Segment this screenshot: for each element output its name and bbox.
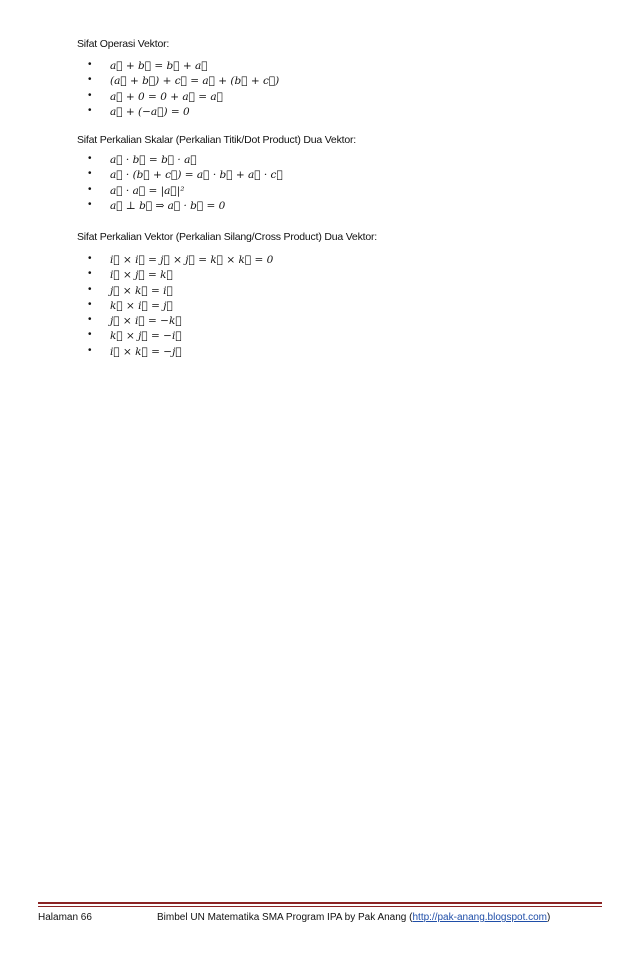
bullet-icon: • [88,59,92,70]
footer-source-text: Bimbel UN Matematika SMA Program IPA by Pak Anang ( [157,912,413,923]
formula: j⃗ × i⃗ = −k⃗ [110,315,182,328]
formula: i⃗ × k⃗ = −j⃗ [110,345,182,358]
formula: j⃗ × k⃗ = i⃗ [110,284,173,297]
footer-blog-link[interactable]: http://pak-anang.blogspot.com [412,912,548,923]
footer-divider-thin [38,906,602,907]
list-item [88,88,279,103]
list-item [88,166,283,181]
bullet-icon: • [88,183,92,195]
list-item [88,197,283,212]
list-item [88,57,279,72]
formula: a⃗ + 0 = 0 + a⃗ = a⃗ [110,90,223,103]
list-item [88,327,273,342]
formula: i⃗ × j⃗ = k⃗ [110,269,173,282]
formula: k⃗ × i⃗ = j⃗ [110,299,173,312]
formula: a⃗ ⊥ b⃗ ⇒ a⃗ · b⃗ = 0 [110,199,226,212]
bullet-icon: • [88,89,92,101]
bullet-icon: • [88,344,92,356]
list-item [88,72,279,87]
footer-source [157,912,550,923]
list-dot-product [88,151,283,212]
bullet-icon: • [88,198,92,210]
section-title-operasi: Sifat Operasi Vektor: [77,38,170,50]
formula: a⃗ · b⃗ = b⃗ · a⃗ [110,154,197,166]
list-item [88,343,273,358]
formula: a⃗ + b⃗ = b⃗ + a⃗ [110,60,208,72]
bullet-icon: • [88,268,92,280]
footer-divider [38,902,602,904]
list-item [88,151,283,166]
bullet-icon: • [88,329,92,341]
bullet-icon: • [88,298,92,310]
list-cross-product [88,251,273,358]
list-item [88,182,283,197]
bullet-icon: • [88,104,92,116]
formula: k⃗ × j⃗ = −i⃗ [110,330,182,343]
formula: a⃗ + (−a⃗) = 0 [110,105,190,118]
list-item [88,251,273,266]
list-item [88,282,273,297]
formula: (a⃗ + b⃗) + c⃗ = a⃗ + (b⃗ + c⃗) [110,75,280,88]
footer-source-close: ) [547,912,551,923]
bullet-icon: • [88,314,92,326]
formula: a⃗ · a⃗ = |a⃗|² [110,184,185,197]
bullet-icon: • [88,74,92,86]
formula: i⃗ × i⃗ = j⃗ × j⃗ = k⃗ × k⃗ = 0 [110,254,274,266]
page-number: Halaman 66 [38,912,92,923]
list-item [88,312,273,327]
list-operasi [88,57,279,118]
formula: a⃗ · (b⃗ + c⃗) = a⃗ · b⃗ + a⃗ · c⃗ [110,169,283,182]
section-title-dot-product: Sifat Perkalian Skalar (Perkalian Titik/Dot Product) Dua Vektor: [77,134,356,146]
list-item [88,266,273,281]
bullet-icon: • [88,153,92,164]
section-title-cross-product: Sifat Perkalian Vektor (Perkalian Silang/Cross Product) Dua Vektor: [77,231,377,243]
bullet-icon: • [88,283,92,295]
bullet-icon: • [88,168,92,180]
list-item [88,103,279,118]
bullet-icon: • [88,253,92,264]
list-item [88,297,273,312]
